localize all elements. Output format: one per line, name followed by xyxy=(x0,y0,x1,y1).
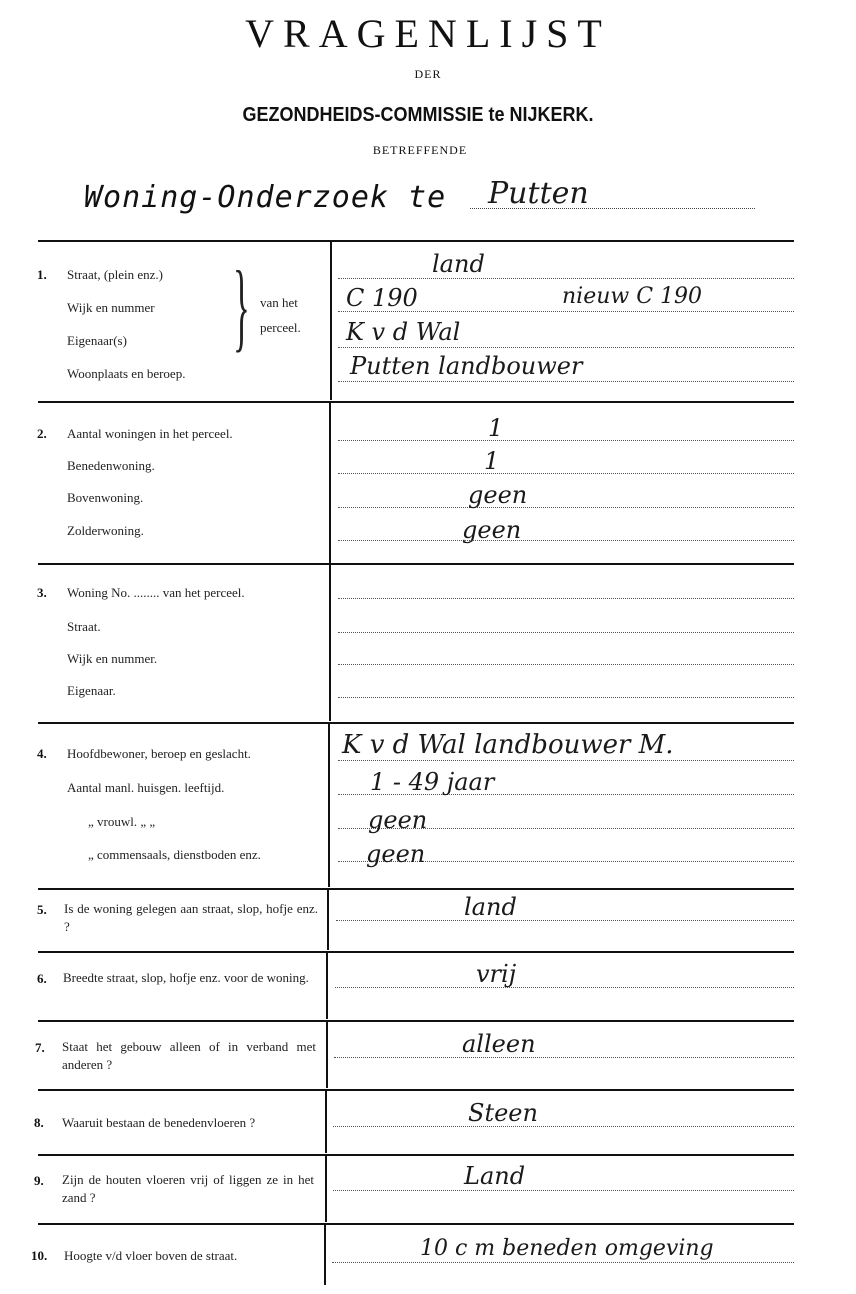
answer-commensaals: geen xyxy=(366,840,426,868)
section-number-1: 1. xyxy=(37,267,47,282)
form-der: DER xyxy=(414,67,442,81)
answer-line-7 xyxy=(334,1057,794,1058)
label-straat: Straat, (plein enz.) xyxy=(67,267,164,282)
rule-after-2 xyxy=(38,563,794,565)
answer-line-2b xyxy=(338,473,794,474)
column-divider-9 xyxy=(325,1156,327,1222)
answer-vrouwl: geen xyxy=(368,806,428,834)
section-number-9: 9. xyxy=(34,1173,44,1188)
answer-aantal-manl: 1 - 49 jaar xyxy=(370,768,495,796)
answer-line-3b xyxy=(338,632,794,633)
answer-line-2c xyxy=(338,507,794,508)
answer-line-10 xyxy=(332,1262,794,1263)
column-divider-3 xyxy=(329,565,331,721)
label-hoogte-vloer: Hoogte v/d vloer boven de straat. xyxy=(64,1248,238,1263)
rule-after-3 xyxy=(38,722,794,724)
column-divider-7 xyxy=(326,1022,328,1088)
answer-wijk-nieuw: nieuw C 190 xyxy=(562,284,703,309)
label-zolderwoning: Zolderwoning. xyxy=(67,523,144,538)
rule-after-4 xyxy=(38,888,794,890)
section-number-10: 10. xyxy=(31,1248,48,1263)
label-aantal-woningen: Aantal woningen in het perceel. xyxy=(67,426,233,441)
rule-after-8 xyxy=(38,1154,794,1156)
label-straat-3: Straat. xyxy=(67,619,101,634)
brace-symbol: } xyxy=(233,250,250,361)
label-eigenaar-3: Eigenaar. xyxy=(67,683,116,698)
answer-line-2d xyxy=(338,540,794,541)
section-number-6: 6. xyxy=(37,971,47,986)
label-wijk-nummer: Wijk en nummer xyxy=(67,300,155,315)
answer-aantal-woningen: 1 xyxy=(488,414,504,442)
answer-woning-gelegen: land xyxy=(464,893,517,921)
label-perceel: perceel. xyxy=(260,320,301,335)
answer-line-1a xyxy=(338,278,794,279)
label-woning-gelegen: Is de woning gelegen aan straat, slop, hofje enz. ? xyxy=(64,901,318,934)
answer-zolderwoning: geen xyxy=(462,516,522,544)
label-woning-no: Woning No. ........ van het perceel. xyxy=(67,585,245,600)
rule-after-7 xyxy=(38,1089,794,1091)
label-breedte-straat: Breedte straat, slop, hofje enz. voor de woning. xyxy=(63,970,309,985)
answer-line-4a xyxy=(338,760,794,761)
section-number-2: 2. xyxy=(37,426,47,441)
label-wijk-nummer-3: Wijk en nummer. xyxy=(67,651,158,666)
label-benedenvloeren: Waaruit bestaan de benedenvloeren ? xyxy=(62,1115,256,1130)
answer-bovenwoning: geen xyxy=(468,481,528,509)
form-title: VRAGENLIJST xyxy=(245,11,611,56)
answer-staat-gebouw: alleen xyxy=(462,1030,536,1058)
label-hoofdbewoner: Hoofdbewoner, beroep en geslacht. xyxy=(67,746,251,761)
column-divider-2 xyxy=(329,403,331,563)
section-number-8: 8. xyxy=(34,1115,44,1130)
label-eigenaars: Eigenaar(s) xyxy=(67,333,127,348)
place-answer: Putten xyxy=(488,176,589,211)
label-vrouwl: „ vrouwl. „ „ xyxy=(88,814,156,829)
column-divider-5 xyxy=(327,890,329,950)
rule-after-6 xyxy=(38,1020,794,1022)
rule-after-5 xyxy=(38,951,794,953)
label-woonplaats-beroep: Woonplaats en beroep. xyxy=(67,366,186,381)
label-commensaals: „ commensaals, dienstboden enz. xyxy=(88,847,261,862)
label-bovenwoning: Bovenwoning. xyxy=(67,490,144,505)
rule-after-1 xyxy=(38,401,794,403)
answer-line-3a xyxy=(338,598,794,599)
answer-line-3c xyxy=(338,664,794,665)
answer-line-2a xyxy=(338,440,794,441)
section-number-3: 3. xyxy=(37,585,47,600)
label-houten-vloeren: Zijn de houten vloeren vrij of liggen ze in het zand ? xyxy=(62,1172,314,1205)
answer-line-3d xyxy=(338,697,794,698)
form-betreffende: BETREFFENDE xyxy=(372,143,468,157)
answer-eigenaar: K v d Wal xyxy=(346,318,461,346)
column-divider-1 xyxy=(330,242,332,400)
answer-benedenvloeren: Steen xyxy=(468,1099,538,1127)
column-divider-6 xyxy=(326,953,328,1019)
subject-heading: Woning-Onderzoek te xyxy=(84,180,447,215)
answer-line-5 xyxy=(336,920,794,921)
rule-after-9 xyxy=(38,1223,794,1225)
answer-line-9 xyxy=(333,1190,794,1191)
answer-hoogte-vloer: 10 c m beneden omgeving xyxy=(420,1236,714,1261)
label-van-het: van het xyxy=(260,295,298,310)
answer-line-6 xyxy=(335,987,794,988)
answer-line-1d xyxy=(338,381,794,382)
answer-straat: land xyxy=(432,250,485,278)
answer-line-8 xyxy=(333,1126,794,1127)
answer-benedenwoning: 1 xyxy=(484,447,500,475)
label-benedenwoning: Benedenwoning. xyxy=(67,458,155,473)
answer-breedte-straat: vrij xyxy=(476,960,517,988)
answer-hoofdbewoner: K v d Wal landbouwer M. xyxy=(342,730,674,760)
answer-line-1c xyxy=(338,347,794,348)
label-staat-gebouw: Staat het gebouw alleen of in verband met anderen ? xyxy=(62,1039,316,1072)
column-divider-4 xyxy=(328,724,330,887)
commission-name: GEZONDHEIDS-COMMISSIE te NIJKERK. xyxy=(242,104,594,126)
section-number-5: 5. xyxy=(37,902,47,917)
answer-houten-vloeren: Land xyxy=(464,1162,526,1190)
label-aantal-manl: Aantal manl. huisgen. leeftijd. xyxy=(67,780,225,795)
column-divider-8 xyxy=(325,1091,327,1153)
column-divider-10 xyxy=(324,1225,326,1285)
answer-woonplaats: Putten landbouwer xyxy=(350,352,583,380)
section-number-4: 4. xyxy=(37,746,47,761)
answer-wijk: C 190 xyxy=(346,284,418,312)
section-number-7: 7. xyxy=(35,1040,45,1055)
top-rule xyxy=(38,240,794,242)
